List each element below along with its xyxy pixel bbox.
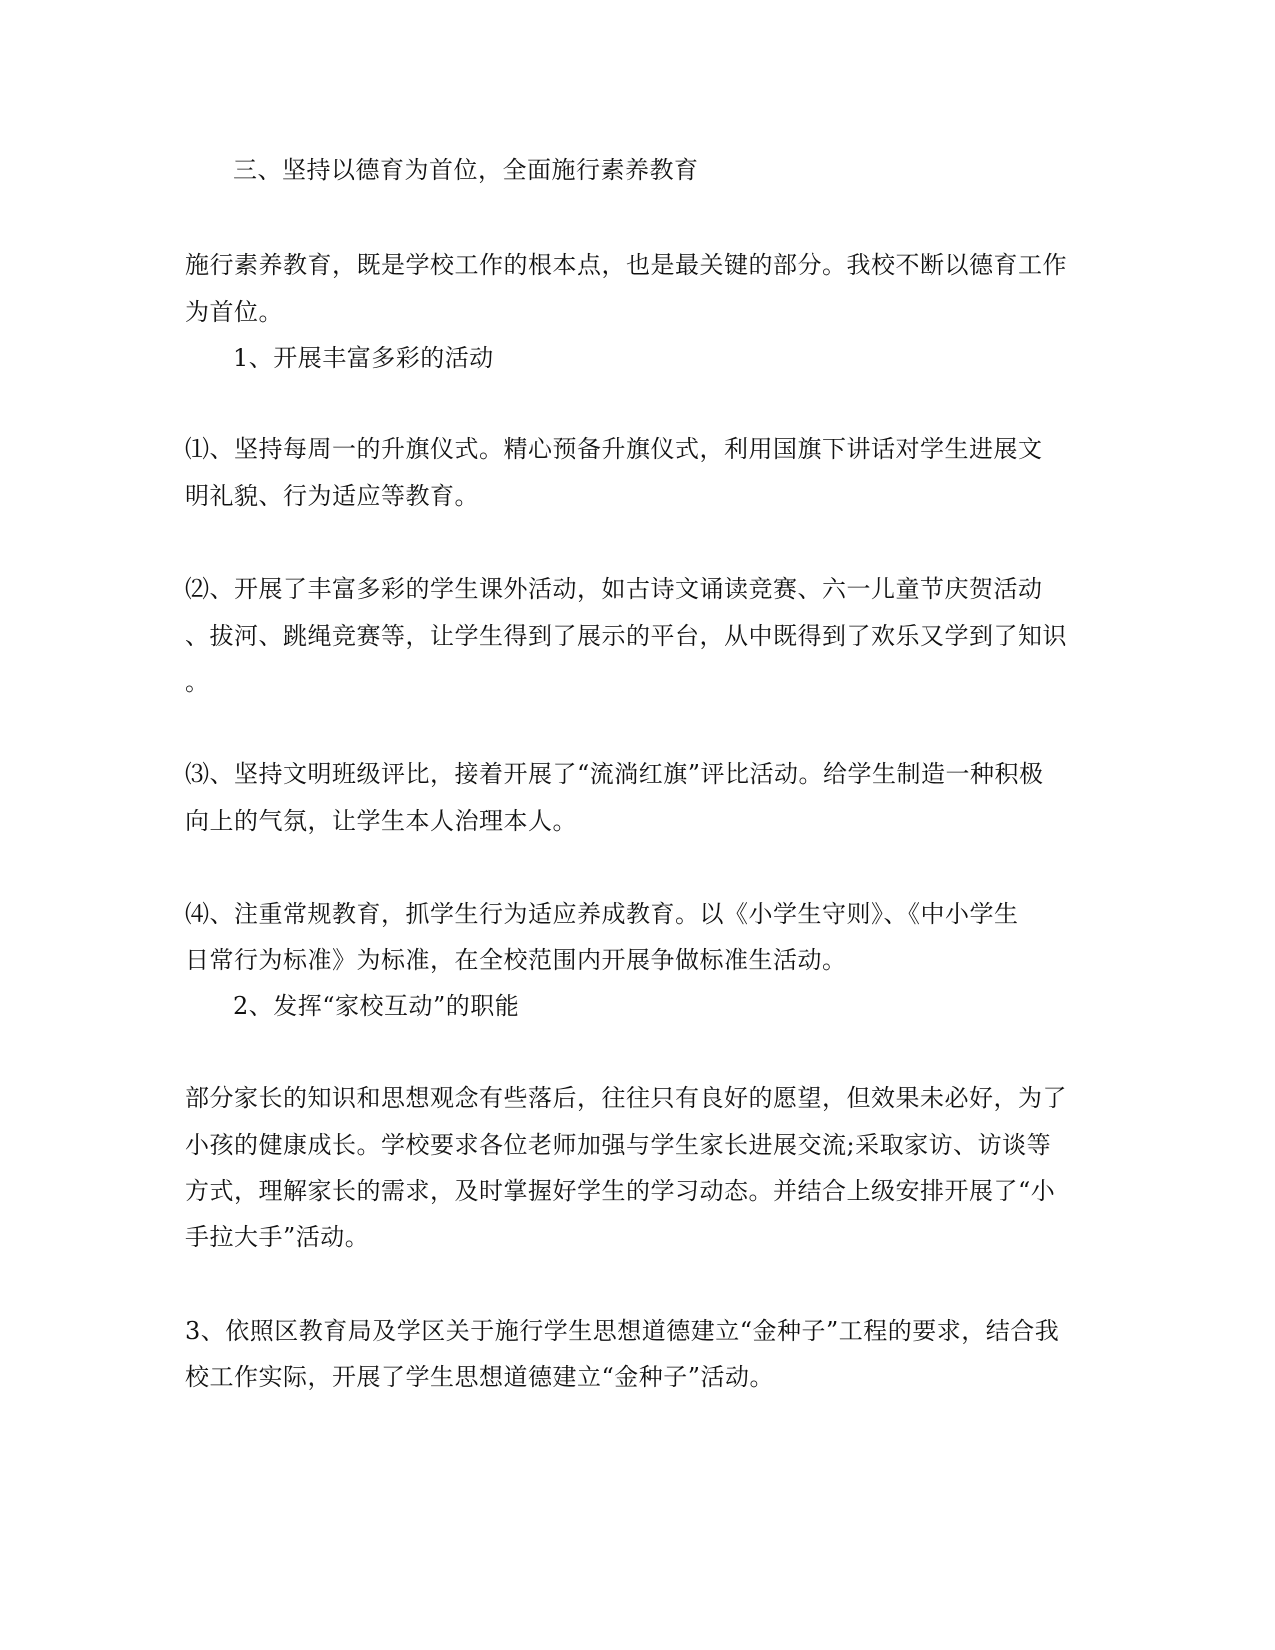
paragraph-line: 小孩的健康成长。学校要求各位老师加强与学生家长进展交流;采取家访、访谈等: [185, 1131, 1052, 1159]
paragraph-line: 3、依照区教育局及学区关于施行学生思想道德建立“金种子”工程的要求，结合我: [185, 1317, 1060, 1345]
paragraph-line: 为首位。: [185, 298, 283, 326]
paragraph-line: ⑴、坚持每周一的升旗仪式。精心预备升旗仪式，利用国旗下讲话对学生进展文: [185, 435, 1043, 463]
paragraph-line: 日常行为标准》为标准，在全校范围内开展争做标准生活动。: [185, 946, 847, 974]
subsection-heading: 1、开展丰富多彩的活动: [233, 344, 494, 372]
paragraph-line: 部分家长的知识和思想观念有些落后，往往只有良好的愿望，但效果未必好，为了: [185, 1084, 1067, 1112]
paragraph-line: ⑵、开展了丰富多彩的学生课外活动，如古诗文诵读竞赛、六一儿童节庆贺活动: [185, 575, 1043, 603]
subsection-heading: 2、发挥“家校互动”的职能: [233, 992, 520, 1020]
paragraph-line: 施行素养教育，既是学校工作的根本点，也是最关键的部分。我校不断以德育工作: [185, 251, 1067, 279]
paragraph-line: ⑷、注重常规教育，抓学生行为适应养成教育。以《小学生守则》、《中小学生: [185, 900, 1019, 928]
paragraph-line: 校工作实际，开展了学生思想道德建立“金种子”活动。: [185, 1363, 775, 1391]
paragraph-line: 。: [185, 668, 210, 696]
paragraph-line: 、拔河、跳绳竞赛等，让学生得到了展示的平台，从中既得到了欢乐又学到了知识: [185, 622, 1067, 650]
section-heading: 三、坚持以德育为首位，全面施行素养教育: [233, 156, 699, 184]
paragraph-line: 方式，理解家长的需求，及时掌握好学生的学习动态。并结合上级安排开展了“小: [185, 1177, 1056, 1205]
paragraph-line: 明礼貌、行为适应等教育。: [185, 482, 479, 510]
paragraph-line: 向上的气氛，让学生本人治理本人。: [185, 807, 577, 835]
paragraph-line: 手拉大手”活动。: [185, 1223, 370, 1251]
paragraph-line: ⑶、坚持文明班级评比，接着开展了“流淌红旗”评比活动。给学生制造一种积极: [185, 760, 1044, 788]
